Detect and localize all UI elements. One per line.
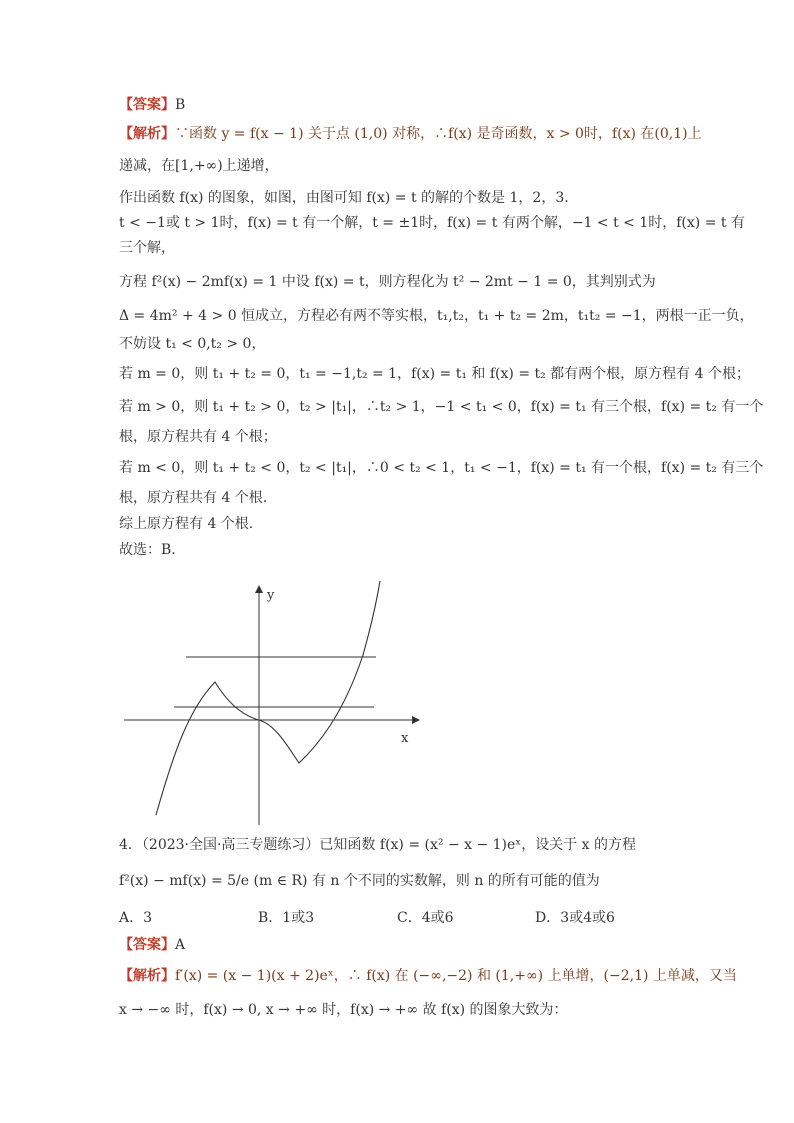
text-line: t < −1或 t > 1时，f(x) = t 有一个解，t = ±1时，f(x) = t 有两个解，−1 < t < 1时，f(x) = t 有: [119, 215, 745, 231]
answer-line-1: [119, 95, 759, 115]
text-line: 方程 f²(x) − 2mf(x) = 1 中设 f(x) = t，则方程化为 t² − 2mt − 1 = 0，其判别式为: [119, 274, 656, 290]
text-line: 若 m = 0，则 t₁ + t₂ = 0，t₁ = −1,t₂ = 1，f(x) = t₁ 和 f(x) = t₂ 都有两个根，原方程有 4 个根；: [119, 366, 750, 382]
answer-value: A: [175, 937, 186, 953]
y-axis-label: y: [267, 588, 275, 603]
analysis-label: 【解析】: [119, 126, 175, 142]
text-line: 递减，在[1,+∞)上递增，: [119, 158, 279, 174]
answer-value: B: [175, 97, 186, 113]
answer-label: 【答案】: [119, 97, 175, 113]
option-d[interactable]: D．3或4或6: [535, 910, 615, 926]
text-line: f′(x) = (x − 1)(x + 2)eˣ，∴ f(x) 在 (−∞,−2) 和 (1,+∞) 上单增，(−2,1) 上单减，又当: [175, 968, 737, 984]
question-4-line-2: f²(x) − mf(x) = 5/e (m ∈ R) 有 n 个不同的实数解，则 n 的所有可能的值为: [119, 873, 600, 889]
text-line: x → −∞ 时，f(x) → 0, x → +∞ 时，f(x) → +∞ 故 f(x) 的图象大致为：: [119, 1002, 568, 1018]
text-line: 作出函数 f(x) 的图象，如图，由图可知 f(x) = t 的解的个数是 1，2，3.: [119, 190, 569, 206]
analysis-label: 【解析】: [119, 968, 175, 984]
text-line: ∵函数 y = f(x − 1) 关于点 (1,0) 对称，∴f(x) 是奇函数，x > 0时，f(x) 在(0,1)上: [175, 126, 702, 142]
answer-line-2: [119, 935, 759, 955]
option-c[interactable]: C．4或6: [397, 910, 454, 926]
question-4-line-1: 4．（2023·全国·高三专题练习）已知函数 f(x) = (x² − x − 1)eˣ，设关于 x 的方程: [119, 837, 637, 853]
y-axis-arrow: [255, 585, 263, 593]
analysis-line-2: [119, 966, 759, 986]
text-line: 综上原方程有 4 个根.: [119, 516, 254, 532]
text-line: 若 m > 0，则 t₁ + t₂ > 0，t₂ > |t₁|，∴t₂ > 1，−1 < t₁ < 0，f(x) = t₁ 有三个根，f(x) = t₂ 有一个: [119, 399, 764, 415]
x-axis-label: x: [401, 731, 409, 746]
text-line: 三个解，: [119, 240, 175, 256]
function-curve: [156, 581, 380, 815]
text-line: 故选：B.: [119, 542, 176, 558]
option-a[interactable]: A．3: [119, 910, 153, 926]
text-line: 若 m < 0，则 t₁ + t₂ < 0，t₂ < |t₁|，∴0 < t₂ < 1，t₁ < −1，f(x) = t₁ 有一个根，f(x) = t₂ 有三个: [119, 460, 764, 476]
x-axis-arrow: [412, 716, 420, 724]
text-line: 根，原方程共有 4 个根；: [119, 429, 277, 445]
text-line: 不妨设 t₁ < 0,t₂ > 0，: [119, 336, 266, 352]
function-graph: [118, 575, 428, 830]
answer-label: 【答案】: [119, 937, 175, 953]
option-b[interactable]: B．1或3: [258, 910, 315, 926]
analysis-line-1: [119, 124, 759, 144]
text-line: 根，原方程共有 4 个根.: [119, 490, 268, 506]
text-line: Δ = 4m² + 4 > 0 恒成立，方程必有两不等实根，t₁,t₂，t₁ + t₂ = 2m，t₁t₂ = −1，两根一正一负，: [119, 308, 754, 324]
